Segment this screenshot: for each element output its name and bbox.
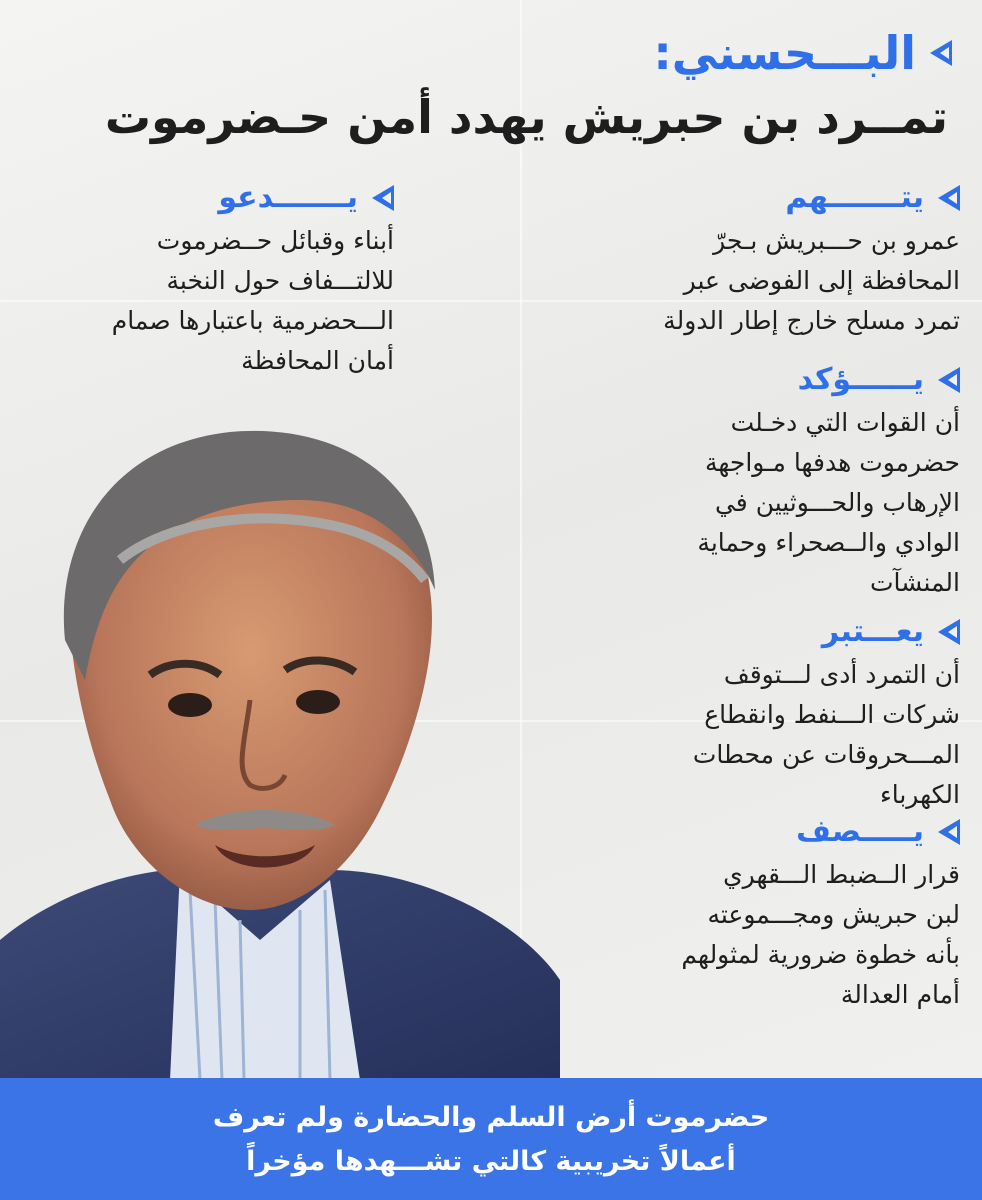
chevron-left-icon: [938, 819, 960, 845]
section-title: يتـــــــهم: [785, 180, 924, 215]
section-body: أن التمرد أدى لـــتوقف شركات الـــنفط وانقطاع المـــحروقات عن محطات الكهرباء: [692, 660, 960, 809]
section-calls: [14, 180, 394, 381]
chevron-left-icon: [938, 367, 960, 393]
chevron-left-icon: [938, 619, 960, 645]
chevron-left-icon: [930, 40, 952, 66]
section-title: يـــــــدعو: [218, 180, 358, 215]
header: [32, 26, 952, 144]
footer-line: حضرموت أرض السلم والحضارة ولم تعرف: [212, 1102, 770, 1133]
subject-name: البـــحسني:: [653, 26, 916, 80]
chevron-left-icon: [938, 185, 960, 211]
section-title: يــــــؤكد: [797, 362, 924, 397]
footer-banner: [0, 1078, 982, 1200]
section-body: قرار الــضبط الـــقهري لبن حبريش ومجـــموعته بأنه خطوة ضرورية لمثولهم أمام العدالة: [681, 860, 960, 1009]
section-body: عمرو بن حـــبريش بـجرّ المحافظة إلى الفوضى عبر تمرد مسلح خارج إطار الدولة: [663, 226, 960, 335]
section-title: يعـــتبر: [821, 614, 924, 649]
footer-line: أعمالاً تخريبية كالتي تشـــهدها مؤخراً: [246, 1146, 736, 1177]
section-considers: [540, 614, 960, 815]
chevron-left-icon: [372, 185, 394, 211]
portrait-illustration: [0, 420, 560, 1080]
section-accuses: [540, 180, 960, 341]
section-describes: [540, 814, 960, 1015]
page-title: تمــرد بن حبريش يهدد أمن حـضرموت: [104, 90, 948, 144]
section-body: أبناء وقبائل حــضرموت للالتـــفاف حول النخبة الـــحضرمية باعتبارها صمام أمان المحافظة: [111, 226, 394, 375]
section-body: أن القوات التي دخـلت حضرموت هدفها مـواجهة الإرهاب والحـــوثيين في الوادي والــصحراء وحماية المنشآت: [697, 408, 960, 597]
section-affirms: [540, 362, 960, 603]
section-title: يـــــصف: [796, 814, 924, 849]
